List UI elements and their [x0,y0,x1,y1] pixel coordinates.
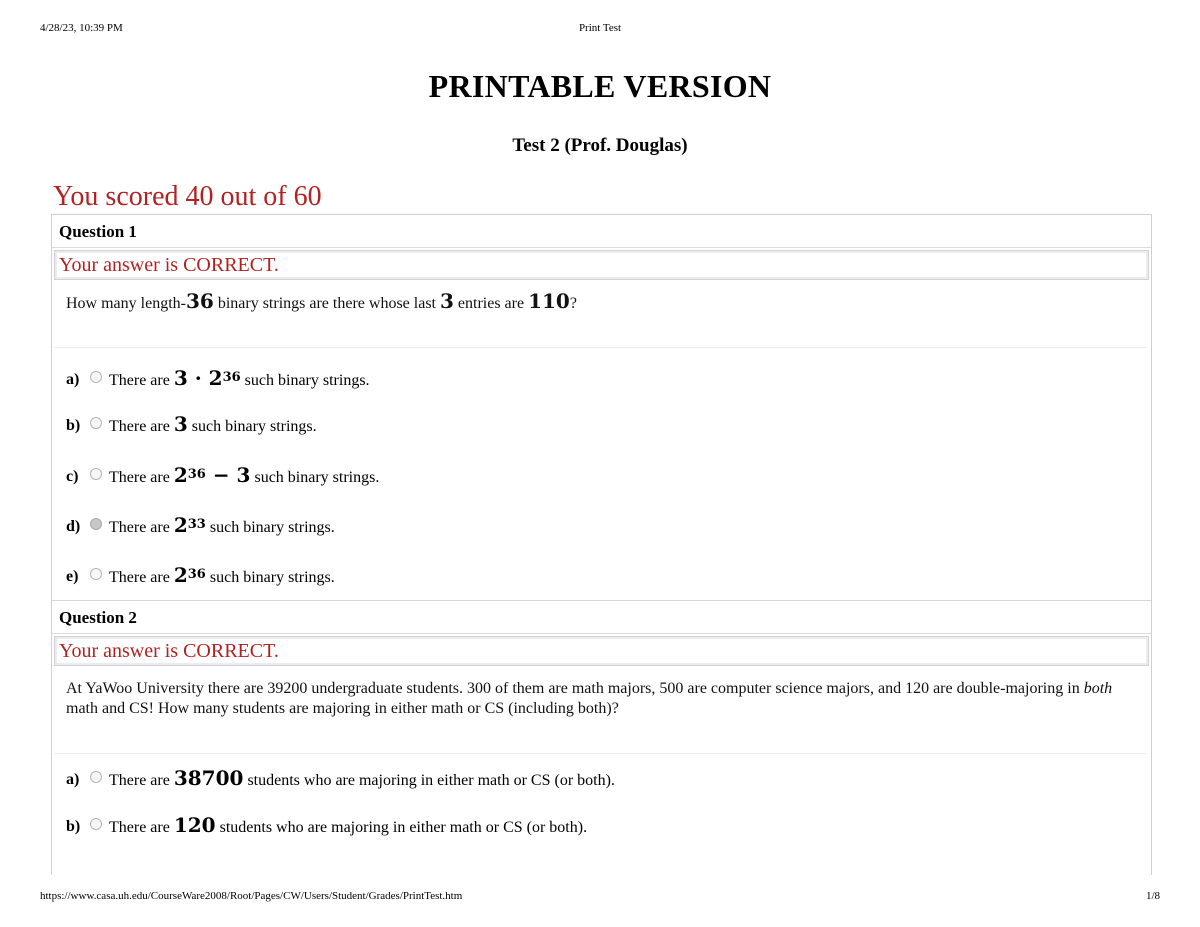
question-label: Question 2 [59,608,137,627]
question-label: Question 1 [59,222,137,241]
print-url: https://www.casa.uh.edu/CourseWare2008/Root/Pages/CW/Users/Student/Grades/PrintTest.htm [40,890,463,902]
answer-result [54,250,1149,280]
score-text: You scored 40 out of 60 [53,181,322,212]
page-title: PRINTABLE VERSION [428,68,772,104]
question-text: At YaWoo University there are 39200 undergraduate students. 300 of them are math majors, 500 are computer science majors, and 120 are double-majoring in both math and CS! How many students are majoring in either math or CS (including both)? [54,667,1147,754]
radio-button-selected[interactable] [90,518,102,530]
print-footer [40,890,1160,906]
radio-button[interactable] [90,417,102,429]
question-text: How many length-36 binary strings are there whose last 3 entries are 110? [54,281,1147,348]
result-text: Your answer is CORRECT. [59,254,279,276]
result-text: Your answer is CORRECT. [59,640,279,662]
radio-button[interactable] [90,568,102,580]
question-header [52,601,1151,634]
page-number: 1/8 [1145,890,1160,902]
radio-button[interactable] [90,371,102,383]
print-timestamp: 4/28/23, 10:39 PM [40,22,123,34]
print-page-title: Print Test [578,22,622,34]
radio-button[interactable] [90,771,102,783]
radio-button[interactable] [90,468,102,480]
test-title: Test 2 (Prof. Douglas) [512,135,688,156]
question-header [52,215,1151,248]
radio-button[interactable] [90,818,102,830]
questions-frame: Question 1 Your answer is CORRECT. How many length-36 binary strings are there whose last 3 entries are 110? a) There are $3 \cdot 2^{36}$ such binary strings. b) There are 3 such binary strings. c) There are $2^{36} - 3$ such binary strings. d) There are $2^{33}$ such binary strings. e) There are $2^{36}$ such binary strings. Question 2 Your answer is CORRECT. At YaWoo University there are 39200 undergraduate students. 300 of them are math majors, 500 are computer science majors, and 120 are double-majoring in both math and CS! How many students are majoring in either math or CS (including both)? a) There are 38700 students who are majoring in either math or CS (or both). b) There are 120 students who are majoring in either math or CS (or both). [51,214,1152,875]
answer-result [54,636,1149,666]
print-header [40,22,1160,38]
